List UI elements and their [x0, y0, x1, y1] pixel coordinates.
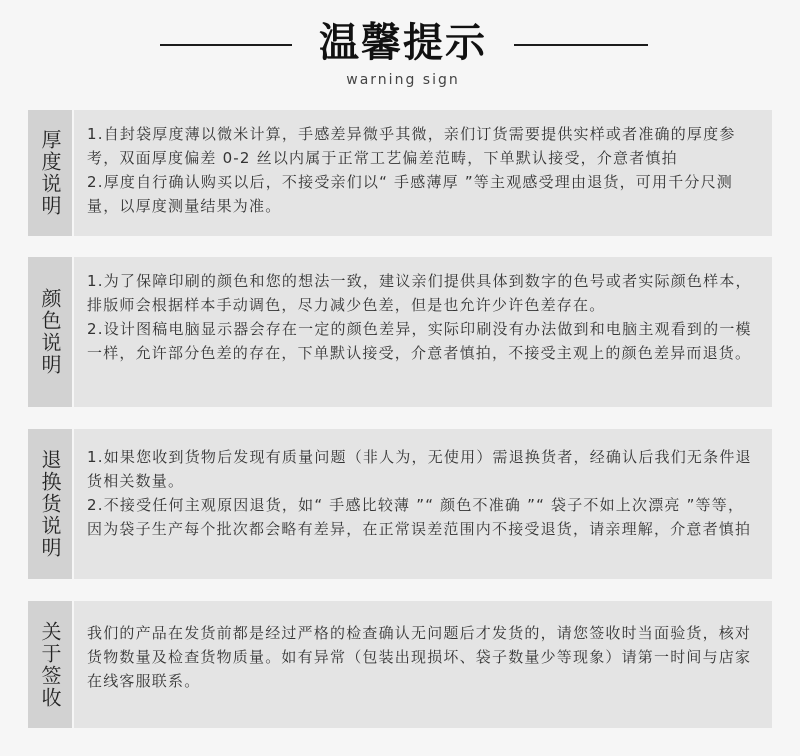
section-paragraph: 2.设计图稿电脑显示器会存在一定的颜色差异，实际印刷没有办法做到和电脑主观看到的一模一样，允许部分色差的存在，下单默认接受，介意者慎拍，不接受主观上的颜色差异而退货。 [87, 320, 752, 362]
section-paragraph: 2.厚度自行确认购买以后，不接受亲们以“ 手感薄厚 ”等主观感受理由退货，可用千分尺测量，以厚度测量结果为准。 [87, 173, 733, 215]
section-paragraph: 我们的产品在发货前都是经过严格的检查确认无问题后才发货的，请您签收时当面验货，核对货物数量及检查货物质量。如有异常（包装出现损坏、袋子数量少等现象）请第一时间与店家在线客服联系。 [87, 624, 752, 690]
page-title: 温馨提示 [319, 19, 487, 66]
section-label [28, 257, 72, 407]
section-label [28, 110, 72, 236]
section-thickness [28, 110, 772, 236]
section-paragraph: 1.自封袋厚度薄以微米计算，手感差异微乎其微，亲们订货需要提供实样或者准确的厚度参考，双面厚度偏差 0-2 丝以内属于正常工艺偏差范畴，下单默认接受，介意者慎拍 [87, 125, 736, 167]
section-label-text: 退换货说明 [38, 449, 62, 559]
section-body [74, 110, 772, 236]
section-label-text: 关于签收 [38, 620, 62, 709]
section-receipt [28, 601, 772, 728]
section-body [74, 257, 772, 407]
section-label-text: 颜色说明 [38, 288, 62, 376]
section-body [74, 601, 772, 728]
section-label-text: 厚度说明 [38, 129, 62, 217]
section-paragraph: 1.如果您收到货物后发现有质量问题（非人为，无使用）需退换货者，经确认后我们无条件退货相关数量。 [87, 448, 752, 490]
section-returns [28, 429, 772, 579]
section-color [28, 257, 772, 407]
section-label [28, 601, 72, 728]
section-paragraph: 2.不接受任何主观原因退货，如“ 手感比较薄 ”“ 颜色不准确 ”“ 袋子不如上次漂亮 ”等等，因为袋子生产每个批次都会略有差异，在正常误差范围内不接受退货，请亲理解，介意者慎拍 [87, 496, 752, 538]
section-label [28, 429, 72, 579]
title-rule-right [514, 44, 648, 46]
page-subtitle: warning sign [346, 72, 460, 88]
title-rule-left [160, 44, 292, 46]
page-header [0, 0, 800, 100]
section-body [74, 429, 772, 579]
section-paragraph: 1.为了保障印刷的颜色和您的想法一致，建议亲们提供具体到数字的色号或者实际颜色样本，排版师会根据样本手动调色，尽力减少色差，但是也允许少许色差存在。 [87, 272, 752, 314]
